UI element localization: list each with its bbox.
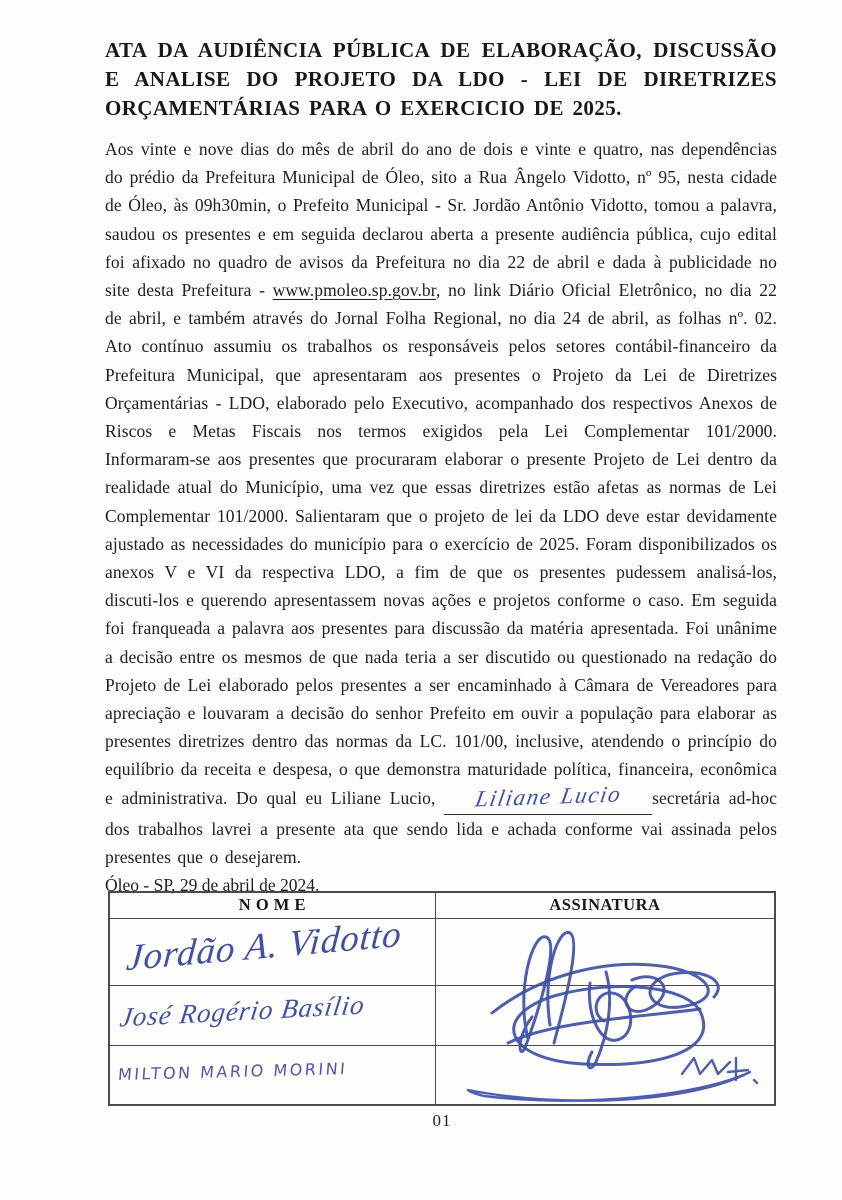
page-number: 01 [432,1111,452,1130]
table-header-nome: N O M E [109,892,435,919]
name-cell [109,986,435,1046]
name-cell [109,913,435,986]
signature-table [108,891,776,1106]
body-paragraph [105,135,777,871]
signature-cell [435,919,775,986]
dateline: Óleo - SP, 29 de abril de 2024. [105,875,320,896]
table-row [109,986,775,1046]
table-header-assinatura: ASSINATURA [435,892,775,919]
body-text-2: , no link Diário Oficial Eletrônico, no dia 22 de abril, e também através do Jornal Folha Regional, no dia 24 de abril, as folhas nº. 02. Ato contínuo assumiu os trabalhos os responsáveis pelos setores contábil-financeiro da Prefeitura Municipal, que apresentaram aos presentes o Projeto da Lei de Diretrizes Orçamentárias - LDO, elaborado pelo Executivo, acompanhado dos respectivos Anexos de Riscos e Metas Fiscais nos termos exigidos pela Lei Complementar 101/2000. Informaram-se aos presentes que procuraram elaborar o presente Projeto de Lei dentro da realidade atual do Município, uma vez que essas diretrizes estão afetas as normas de Lei Complementar 101/2000. Salientaram que o projeto de lei da LDO deve estar devidamente ajustado as necessidades do município para o exercício de 2025. Foram disponibilizados os anexos V e VI da respectiva LDO, a fim de que os presentes pudessem analisá-los, discuti-los e querendo apresentassem novas ações e projetos conforme o caso. Em seguida foi franqueada a palavra aos presentes para discussão da matéria apresentada. Foi unânime a decisão entre os mesmos de que nada teria a ser discutido ou questionado na redação do Projeto de Lei elaborado pelos presentes a ser encaminhado à Câmara de Vereadores para apreciação e louvaram a decisão do senhor Prefeito em ouvir a população para elaborar as presentes diretrizes dentro das normas da LC. 101/00, inclusive, atendendo o princípio do equilíbrio da receita e despesa, o que demonstra maturidade política, financeira, econômica e administrativa. Do qual eu Liliane Lucio, [105,280,777,808]
signature-cell [435,986,775,1046]
body-text-1: Aos vinte e nove dias do mês de abril do ano de dois e vinte e quatro, nas dependências do prédio da Prefeitura Municipal de Óleo, sito a Rua Ângelo Vidotto, nº 95, nesta cidade de Óleo, às 09h30min, o Prefeito Municipal - Sr. Jordão Antônio Vidotto, tomou a palavra, saudou os presentes e em seguida declarou aberta a presente audiência pública, cujo edital foi afixado no quadro de avisos da Prefeitura no dia 22 de abril e dada à publicidade no site desta Prefeitura - [105,139,777,301]
table-header-row [109,892,775,919]
table-row [109,919,775,986]
handwritten-name: MILTON MARIO MORINI [117,1058,349,1085]
signature-scribble [450,1046,770,1110]
signature-section [108,891,776,1131]
signature-cell [435,1046,775,1106]
name-cell [109,1046,435,1106]
secretary-inline-signature [444,781,652,815]
prefecture-website-link[interactable]: www.pmoleo.sp.gov.br [272,280,436,301]
handwritten-name: José Rogério Basílio [118,989,367,1033]
body-text-3: secretária ad-hoc dos trabalhos lavrei a presente ata que sendo lida e achada conforme vai assinada pelos presentes que o desejarem. [105,787,777,867]
document-content [105,36,777,899]
table-row [109,1046,775,1106]
handwritten-name: Jordão A. Vidotto [124,913,404,980]
document-title: ATA DA AUDIÊNCIA PÚBLICA DE ELABORAÇÃO, DISCUSSÃO E ANALISE DO PROJETO DA LDO - LEI DE DIRETRIZES ORÇAMENTÁRIAS PARA O EXERCICIO DE 2025. [105,38,777,120]
handwritten-secretary-name: Liliane Lucio [473,781,624,812]
